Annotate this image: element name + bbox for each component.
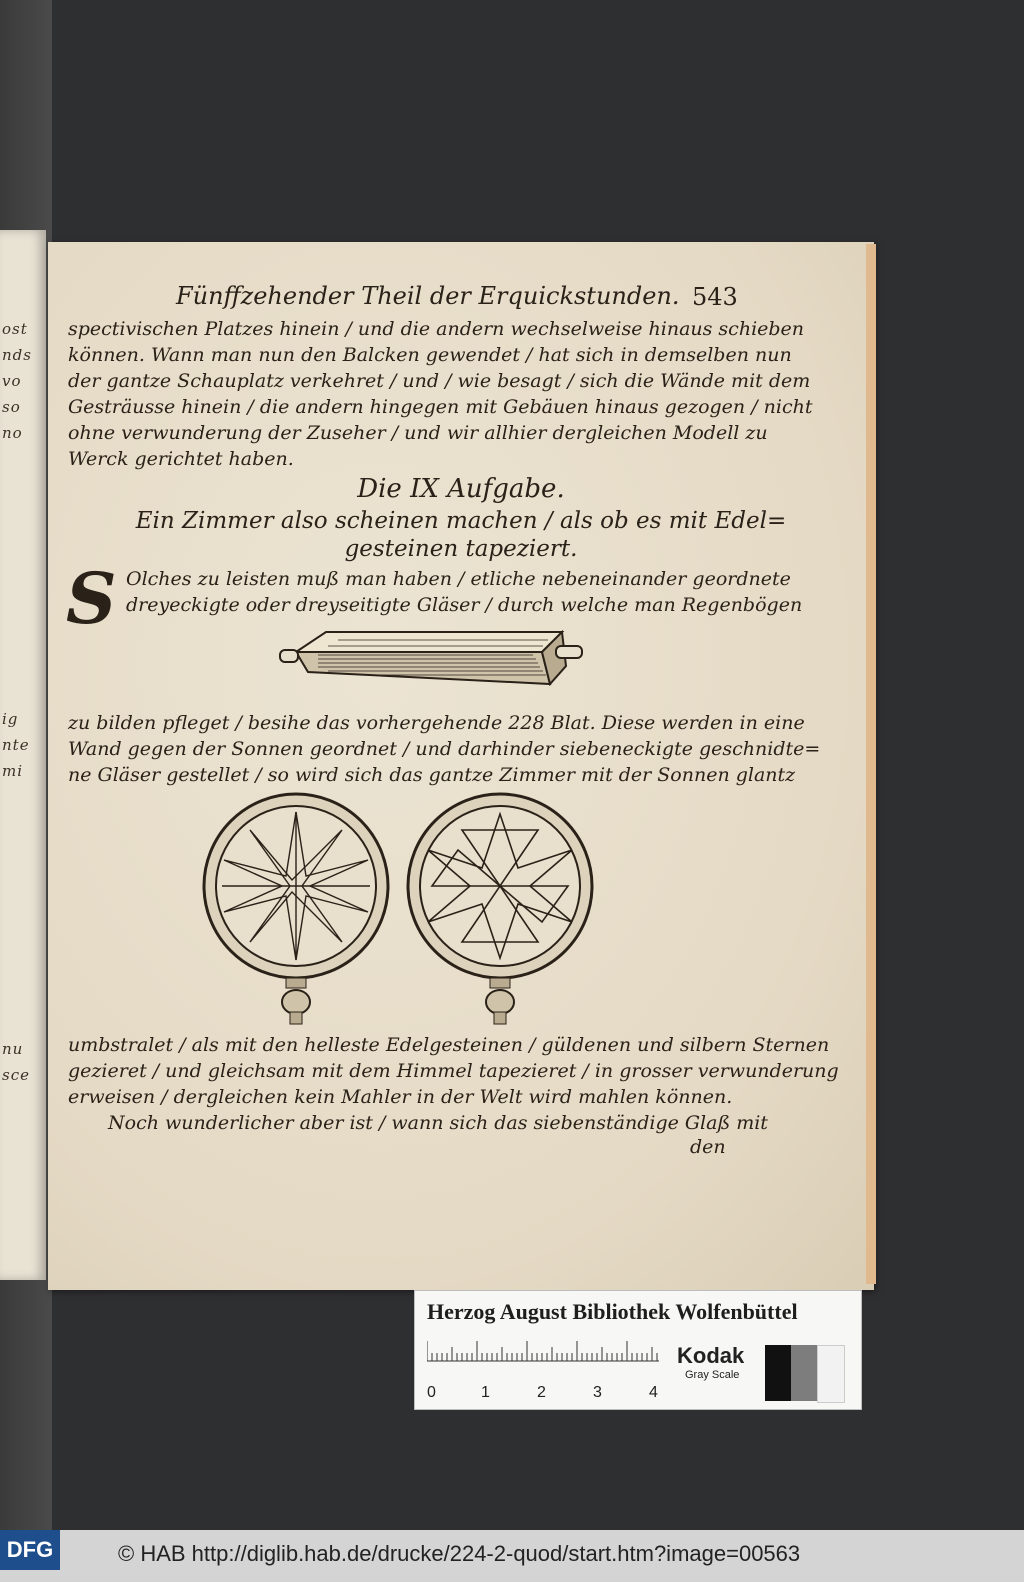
previous-page-edge — [0, 230, 46, 1280]
text-line: umbstralet / als mit den helleste Edelgesteinen / güldenen und silbern Sternen — [68, 1034, 830, 1056]
text-line: ne Gläser gestellet / so wird sich das gantze Zimmer mit der Sonnen glantz — [68, 764, 796, 786]
prev-page-fragment: no — [2, 424, 23, 442]
gray-swatch-black — [765, 1345, 791, 1401]
prev-page-fragment: sce — [2, 1066, 30, 1084]
text-line: Wand gegen der Sonnen geordnet / und darhinder siebeneckigte geschnidte= — [68, 738, 821, 760]
text-line: gezieret / und gleichsam mit dem Himmel tapezieret / in grosser verwunderung — [68, 1060, 839, 1082]
footer-copyright-link[interactable]: © HAB http://diglib.hab.de/drucke/224-2-quod/start.htm?image=00563 — [118, 1541, 801, 1566]
prev-page-fragment: nte — [2, 736, 30, 754]
text-line: Noch wunderlicher aber ist / wann sich das siebenständige Glaß mit — [108, 1112, 768, 1134]
gray-swatch-white — [817, 1345, 845, 1403]
prev-page-fragment: vo — [2, 372, 22, 390]
gray-swatch-mid — [791, 1345, 817, 1401]
lens-right-illustration — [408, 794, 592, 1024]
running-head: Fünffzehender Theil der Erquickstunden. — [176, 282, 680, 310]
scale-number: 1 — [481, 1384, 490, 1401]
text-line: erweisen / dergleichen kein Mahler in der Welt wird mahlen können. — [68, 1086, 733, 1108]
prev-page-fragment: nu — [2, 1040, 24, 1058]
prev-page-fragment: so — [2, 398, 21, 416]
faceted-glass-illustration — [200, 790, 600, 1026]
text-line: dreyeckigte oder dreyseitigte Gläser / durch welche man Regenbögen — [126, 594, 803, 616]
library-color-card — [414, 1290, 862, 1410]
prev-page-fragment: ost — [2, 320, 28, 338]
prev-page-fragment: nds — [2, 346, 32, 364]
scale-number: 0 — [427, 1384, 436, 1401]
text-line: können. Wann man nun den Balcken gewendet / hat sich in demselben nun — [68, 344, 792, 366]
prev-page-fragment: ig — [2, 710, 19, 728]
gray-scale-label: Gray Scale — [685, 1369, 740, 1381]
library-name: Herzog August Bibliothek Wolfenbüttel — [427, 1299, 798, 1324]
page-number: 543 — [692, 283, 738, 311]
dfg-logo: DFG — [0, 1530, 60, 1570]
task-subheading: gesteinen tapeziert. — [344, 536, 578, 562]
task-heading: Die IX Aufgabe. — [357, 474, 565, 504]
scale-number: 2 — [537, 1384, 546, 1401]
text-line: Gesträusse hinein / die andern hingegen mit Gebäuen hinaus gezogen / nicht — [68, 396, 813, 418]
text-line: Werck gerichtet haben. — [68, 448, 294, 470]
page-edge — [866, 244, 876, 1284]
lens-left-illustration — [204, 794, 388, 1024]
drop-cap: S — [66, 557, 117, 640]
task-subheading: Ein Zimmer also scheinen machen / als ob es mit Edel= — [135, 508, 787, 534]
text-line: ohne verwunderung der Zuseher / und wir allhier dergleichen Modell zu — [68, 422, 768, 444]
text-line: der gantze Schauplatz verkehret / und / wie besagt / sich die Wände mit dem — [68, 370, 811, 392]
text-line: Olches zu leisten muß man haben / etliche nebeneinander geordnete — [126, 568, 791, 590]
text-line: zu bilden pfleget / besihe das vorhergehende 228 Blat. Diese werden in eine — [68, 712, 805, 734]
text-line: spectivischen Platzes hinein / und die andern wechselweise hinaus schieben — [68, 318, 805, 340]
scale-ruler — [427, 1339, 667, 1401]
prism-illustration — [278, 628, 588, 692]
catchword: den — [690, 1136, 726, 1158]
prev-page-fragment: mi — [2, 762, 24, 780]
scale-number: 3 — [593, 1384, 602, 1401]
scale-number: 4 — [649, 1384, 658, 1401]
kodak-brand: Kodak — [677, 1343, 745, 1368]
